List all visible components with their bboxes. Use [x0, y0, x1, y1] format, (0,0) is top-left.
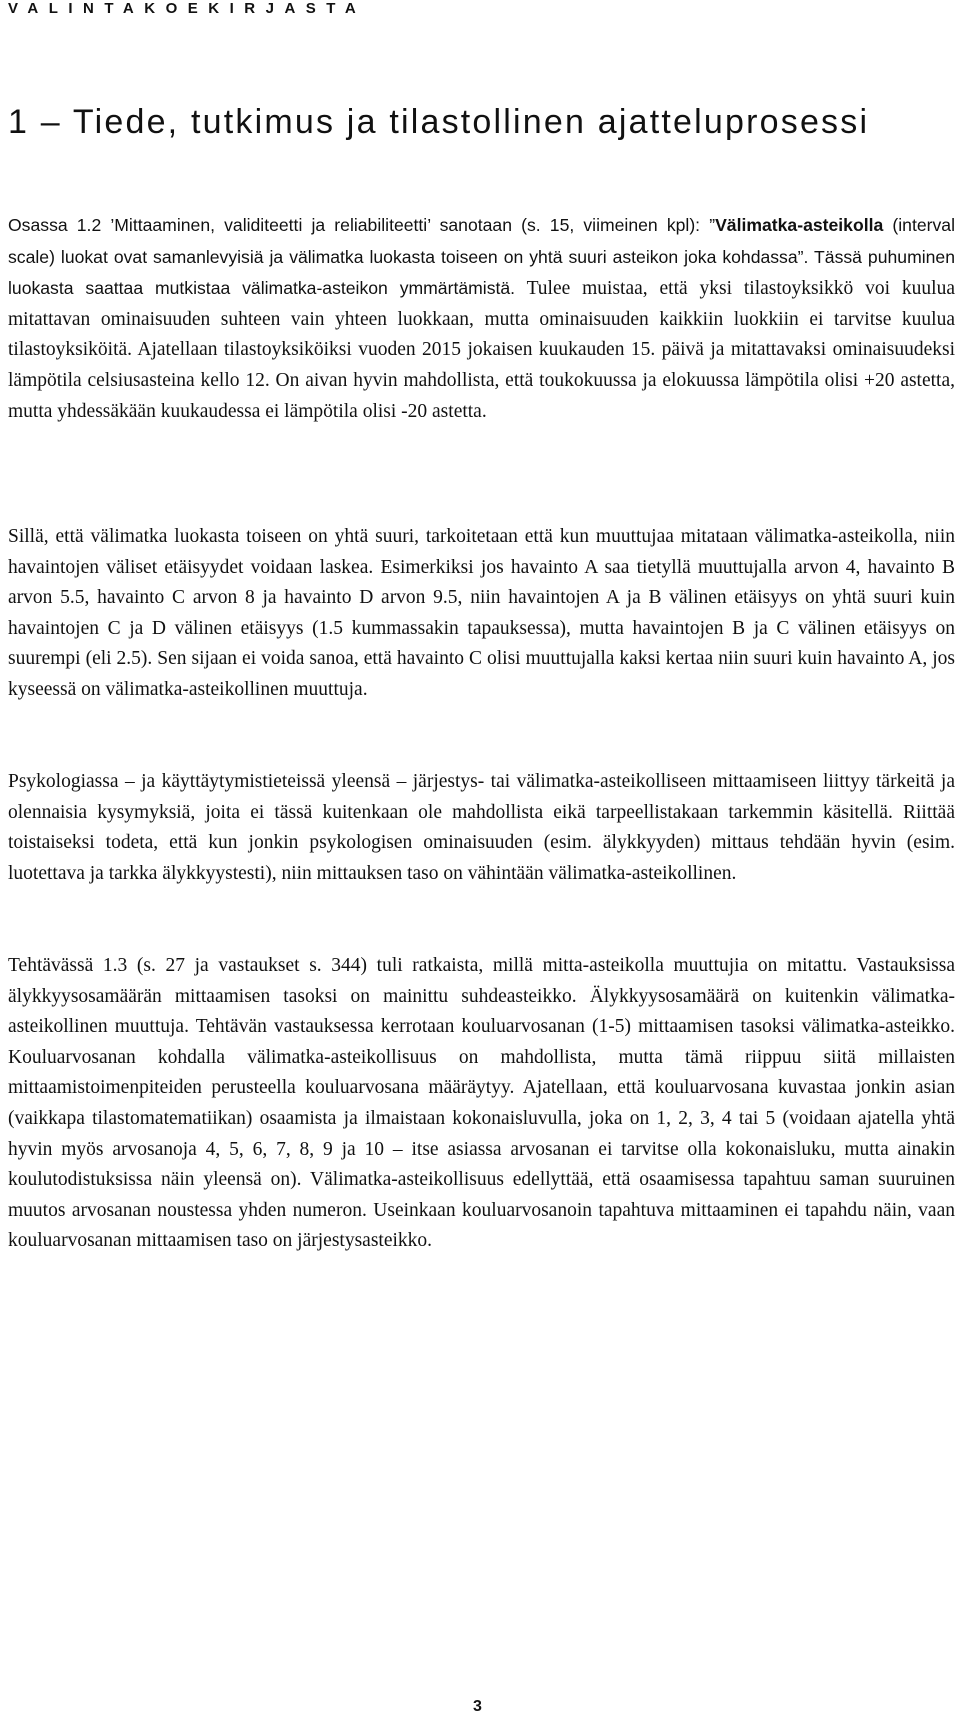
paragraph-continuation: Tulee muistaa, että yksi tilastoyksikkö voi kuulua mitattavan ominaisuuden suhteen vain yhteen luokkaan, mutta ominaisuuden kaikkiin luokkiin ei tarvitse kuulua tilastoyksiköitä. Ajatellaan tilastoyksiköiksi vuoden 2015 jokaisen kuukauden 15. päivä ja mitattavaksi ominaisuudeksi lämpötila celsiusasteina kello 12. On aivan hyvin mahdollista, että toukokuussa ja elokuussa lämpötila olisi +20 astetta, mutta yhdessäkään kuukaudessa ei lämpötila olisi -20 astetta. [8, 278, 955, 422]
paragraph-interval-scale-quote [8, 210, 955, 427]
quote-intro: Osassa 1.2 ’Mittaaminen, validiteetti ja reliabiliteetti’ sanotaan (s. 15, viimeinen kpl): ” [8, 215, 716, 235]
paragraph-exercise-1-3: Tehtävässä 1.3 (s. 27 ja vastaukset s. 344) tuli ratkaista, millä mitta-asteikolla muuttujia on mitattu. Vastauksissa älykkyysosamäärän mittaamisen tasoksi on mainittu suhdeasteikko. Älykkyysosamäärä on kuitenkin välimatka-asteikollinen muuttuja. Tehtävän vastauksessa kerrotaan kouluarvosanan (1-5) mittaamisen tasoksi välimatka-asteikko. Kouluarvosanan kohdalla välimatka-asteikollisuus on mahdollista, mutta tämä riippuu siitä millaisten mittaamistoimenpiteiden perusteella kouluarvosana määräytyy. Ajatellaan, että kouluarvosana kuvastaa jonkin asian (vaikkapa tilastomatematiikan) osaamista ja ilmaistaan kokonaisluvulla, joka on 1, 2, 3, 4 tai 5 (voidaan ajatella yhtä hyvin myös arvosanoja 4, 5, 6, 7, 8, 9 ja 10 – itse asiassa arvosanan ei tarvitse olla kokonaisluku, mutta ainakin koulutodistuksissa näin yleensä on). Välimatka-asteikollisuus edellyttää, että osaamisessa tapahtuu saman suuruinen muutos arvosanan noustessa yhden numeron. Useinkaan kouluarvosanoin tapahtuva mittaaminen ei tapahdu näin, vaan kouluarvosanan mittaamisen taso on järjestysasteikko. [8, 955, 955, 1252]
page-number: 3 [473, 1698, 482, 1715]
term-interval-scale: Välimatka-asteikolla [715, 215, 884, 235]
book-header-label: VALINTAKOEKIRJASTA [8, 0, 367, 17]
chapter-title: 1 – Tiede, tutkimus ja tilastollinen ajatteluprosessi [8, 103, 870, 141]
paragraph-interval-distances: Sillä, että välimatka luokasta toiseen on yhtä suuri, tarkoitetaan että kun muuttujaa mitataan välimatka-asteikolla, niin havaintojen väliset etäisyydet voidaan laskea. Esimerkiksi jos havainto A saa tietyllä muuttujalla arvon 4, havainto B arvon 5.5, havainto C arvon 8 ja havainto D arvon 9.5, niin havaintojen A ja B välinen etäisyys on yhtä suuri kuin havaintojen C ja D välinen etäisyys (1.5 kummassakin tapauksessa), mutta havaintojen B ja C välinen etäisyys on suurempi (eli 2.5). Sen sijaan ei voida sanoa, että havainto C olisi muuttujalla kaksi kertaa niin suuri kuin havainto A, jos kyseessä on välimatka-asteikollinen muuttuja. [8, 526, 955, 700]
paragraph-psychology-measurement: Psykologiassa – ja käyttäytymistieteissä yleensä – järjestys- tai välimatka-asteikolliseen mittaamiseen liittyy tärkeitä ja olennaisia kysymyksiä, joita ei tässä kuitenkaan ole mahdollista eikä tarpeellistakaan tarkemmin käsitellä. Riittää toistaiseksi todeta, että kun jonkin psykologisen ominaisuuden (esim. älykkyyden) mittaus tehdään hyvin (esim. luotettava ja tarkka älykkyystesti), niin mittauksen taso on vähintään välimatka-asteikollinen. [8, 771, 955, 884]
quote-definition: (interval scale) luokat ovat samanlevyisiä ja välimatka luokasta toiseen on yhtä suuri asteikon joka kohdassa”. Tässä puhuminen luokasta saattaa mutkistaa välimatka-asteikon ymmärtämistä. [8, 215, 955, 299]
